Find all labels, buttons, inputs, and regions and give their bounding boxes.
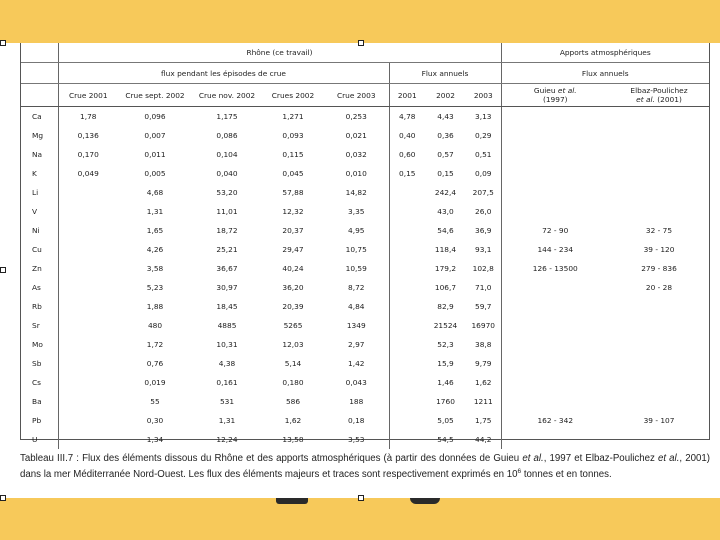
table-cell (501, 316, 609, 335)
table-cell (609, 107, 709, 127)
table-cell: 0,010 (345, 169, 367, 178)
table-cell: 126 - 13500 (501, 259, 609, 278)
table-cell (389, 335, 425, 354)
table-cell: 0,51 (475, 150, 492, 159)
table-cell: 9,79 (475, 359, 492, 368)
table-row (21, 240, 709, 259)
ref-etal: et al. (636, 95, 655, 104)
table-cell: 162 - 342 (501, 411, 609, 430)
table-cell: 531 (219, 397, 235, 406)
header-flood-episodes: flux pendant les épisodes de crue (58, 63, 389, 84)
table-cell (389, 354, 425, 373)
table-cell: 1,46 (437, 378, 454, 387)
element-symbol: Li (32, 188, 39, 197)
table-cell (609, 430, 709, 449)
table-cell: 59,7 (475, 302, 492, 311)
table-cell: 20 - 28 (645, 283, 673, 292)
col-header: Crue 2003 (324, 84, 389, 107)
caption-text-2: , 1997 et Elbaz-Poulichez (543, 453, 658, 464)
element-symbol: Pb (32, 416, 42, 425)
table-cell: 4,43 (437, 112, 454, 121)
table-cell: 0,180 (282, 378, 304, 387)
table-cell: 4,95 (348, 226, 365, 235)
table-cell (58, 411, 118, 430)
table-cell: 0,115 (282, 150, 304, 159)
table-cell (389, 202, 425, 221)
table-cell (501, 373, 609, 392)
table-row (21, 392, 709, 411)
table-cell: 0,36 (437, 131, 454, 140)
table-cell (58, 335, 118, 354)
table-cell (389, 240, 425, 259)
selection-handle[interactable] (0, 40, 6, 46)
table-cell: 4,78 (389, 107, 425, 127)
table-row (21, 145, 709, 164)
table-cell (58, 259, 118, 278)
table-cell: 4,26 (146, 245, 164, 254)
table-row (21, 164, 709, 183)
table-row (21, 183, 709, 202)
table-cell (58, 373, 118, 392)
table-cell: 5,23 (146, 283, 164, 292)
table-cell: 20,37 (282, 226, 304, 235)
table-cell: 0,096 (144, 112, 166, 121)
table-cell (389, 373, 425, 392)
selection-handle[interactable] (0, 267, 6, 273)
table-cell: 144 - 234 (501, 240, 609, 259)
table-cell: 72 - 90 (501, 221, 609, 240)
ref-year: (2001) (657, 95, 682, 104)
table-cell: 40,24 (282, 264, 304, 273)
table-cell: 0,093 (282, 131, 304, 140)
element-symbol: Mo (32, 340, 43, 349)
table-cell: 39 - 107 (643, 416, 675, 425)
col-header-guieu (501, 84, 609, 107)
selection-handle[interactable] (358, 40, 364, 46)
col-header: Crue 2001 (58, 84, 118, 107)
table-cell: 16970 (471, 321, 495, 330)
table-cell: 0,161 (216, 378, 238, 387)
col-header: Crue nov. 2002 (192, 84, 262, 107)
table-cell (609, 392, 709, 411)
document-image (0, 43, 720, 498)
table-cell: 30,97 (216, 283, 238, 292)
caption-text-1: Tableau III.7 : Flux des éléments dissous du Rhône et des apports atmosphériques (à partir des données de Guieu (20, 453, 523, 464)
table-cell: 242,4 (434, 188, 457, 197)
table-row (21, 316, 709, 335)
table-cell: 0,29 (475, 131, 492, 140)
table-cell: 38,8 (475, 340, 492, 349)
table-cell: 1,34 (146, 435, 164, 444)
table-cell: 25,21 (216, 245, 238, 254)
table-cell: 179,2 (434, 264, 457, 273)
table-cell: 55 (150, 397, 160, 406)
table-cell (389, 392, 425, 411)
table-row (21, 297, 709, 316)
element-symbol: Na (32, 150, 43, 159)
element-symbol: Rb (32, 302, 42, 311)
table-cell: 1,62 (284, 416, 302, 425)
table-row (21, 373, 709, 392)
table-cell: 1,271 (282, 112, 304, 121)
element-symbol: U (32, 435, 38, 444)
table-cell: 0,045 (282, 169, 304, 178)
table-cell (58, 240, 118, 259)
table-cell: 0,040 (216, 169, 238, 178)
table-cell (58, 278, 118, 297)
table-cell: 4885 (217, 321, 237, 330)
element-symbol: Cu (32, 245, 42, 254)
col-header: 2002 (425, 84, 466, 107)
table-cell: 1,42 (348, 359, 365, 368)
table-cell (501, 145, 609, 164)
caption-text-3: , 2001) dans la mer Méditerranée Nord-Ouest. Les flux des éléments majeurs et traces sont respectivement exprimés en 10 (20, 453, 710, 480)
table-cell: 3,13 (475, 112, 492, 121)
table-cell: 0,007 (144, 131, 166, 140)
table-cell (609, 164, 709, 183)
table-cell: 13,58 (282, 435, 304, 444)
table-cell: 188 (349, 397, 364, 406)
table-cell: 10,75 (345, 245, 367, 254)
caption-etal-1: et al. (522, 453, 544, 464)
table-cell (501, 107, 609, 127)
table-cell: 12,24 (216, 435, 238, 444)
table-cell (609, 335, 709, 354)
table-row (21, 107, 709, 127)
table-cell: 4,84 (348, 302, 365, 311)
element-symbol: Ca (32, 112, 42, 121)
table-cell: 0,30 (146, 416, 164, 425)
table-cell: 106,7 (434, 283, 457, 292)
element-symbol: As (32, 283, 41, 292)
table-cell (58, 183, 118, 202)
table-cell: 586 (285, 397, 301, 406)
table-cell: 0,086 (216, 131, 238, 140)
table-cell: 480 (147, 321, 163, 330)
table-cell: 0,15 (437, 169, 454, 178)
table-cell (609, 145, 709, 164)
table-cell: 8,72 (348, 283, 365, 292)
table-cell (609, 354, 709, 373)
corner-cell (21, 63, 58, 84)
table-cell: 36,20 (282, 283, 304, 292)
table-cell: 10,59 (345, 264, 367, 273)
table-row (21, 221, 709, 240)
table-cell: 32 - 75 (645, 226, 673, 235)
table-cell (609, 202, 709, 221)
header-annual-rhone: Flux annuels (389, 63, 501, 84)
table-cell: 12,03 (282, 340, 304, 349)
col-header: 2001 (389, 84, 425, 107)
flux-table-container (20, 43, 710, 444)
table-cell: 36,67 (216, 264, 238, 273)
table-cell: 0,049 (58, 164, 118, 183)
element-symbol: Sr (32, 321, 40, 330)
table-cell: 1,31 (218, 416, 236, 425)
table-cell: 0,005 (144, 169, 166, 178)
table-cell (501, 354, 609, 373)
caption-exponent: 6 (517, 467, 522, 475)
ref-author: Guieu (533, 86, 556, 95)
table-cell (389, 278, 425, 297)
table-cell: 11,01 (216, 207, 238, 216)
table-cell: 26,0 (475, 207, 492, 216)
table-cell: 52,3 (437, 340, 454, 349)
table-cell (389, 430, 425, 449)
col-header: 2003 (466, 84, 501, 107)
table-cell: 102,8 (472, 264, 494, 273)
table-caption (20, 453, 710, 481)
table-cell (58, 297, 118, 316)
table-cell: 0,136 (58, 126, 118, 145)
table-cell: 3,35 (348, 207, 365, 216)
table-cell: 4,68 (146, 188, 164, 197)
table-cell (609, 316, 709, 335)
table-row (21, 126, 709, 145)
table-cell (389, 183, 425, 202)
table-cell (501, 183, 609, 202)
col-header: Crue sept. 2002 (118, 84, 192, 107)
selection-handle[interactable] (0, 495, 6, 501)
table-row (21, 259, 709, 278)
header-rhone: Rhône (ce travail) (58, 43, 501, 63)
table-cell: 18,45 (216, 302, 238, 311)
table-cell: 1211 (473, 397, 493, 406)
table-cell (501, 164, 609, 183)
col-header: Crues 2002 (262, 84, 324, 107)
table-cell: 54,6 (437, 226, 454, 235)
table-cell: 39 - 120 (643, 245, 675, 254)
table-cell: 1,65 (146, 226, 164, 235)
table-cell: 0,253 (345, 112, 367, 121)
table-cell: 0,170 (58, 145, 118, 164)
table-cell: 20,39 (282, 302, 304, 311)
table-cell: 36,9 (475, 226, 492, 235)
table-cell (389, 221, 425, 240)
table-cell: 3,58 (146, 264, 164, 273)
table-cell: 12,32 (282, 207, 304, 216)
table-cell: 43,0 (437, 207, 454, 216)
table-cell (389, 411, 425, 430)
table-cell (609, 297, 709, 316)
table-cell: 5265 (283, 321, 303, 330)
table-cell (58, 221, 118, 240)
table-cell: 0,019 (144, 378, 166, 387)
col-header-elbaz (609, 84, 709, 107)
slide-artifact (276, 498, 308, 504)
table-cell: 53,20 (216, 188, 238, 197)
flux-table (21, 43, 709, 449)
table-cell: 5,05 (437, 416, 454, 425)
table-cell: 0,15 (389, 164, 425, 183)
table-cell (501, 278, 609, 297)
element-symbol: Cs (32, 378, 42, 387)
table-cell: 44,2 (475, 435, 492, 444)
table-cell: 4,38 (218, 359, 236, 368)
table-cell: 207,5 (472, 188, 494, 197)
table-cell (389, 316, 425, 335)
table-cell (501, 392, 609, 411)
table-row (21, 430, 709, 449)
table-cell: 57,88 (282, 188, 304, 197)
header-annual-atmospheric: Flux annuels (501, 63, 709, 84)
table-cell: 0,18 (348, 416, 365, 425)
slide-artifact (410, 498, 440, 504)
table-cell: 1,175 (216, 112, 238, 121)
table-cell (58, 392, 118, 411)
table-cell (501, 202, 609, 221)
table-cell: 1,88 (146, 302, 164, 311)
table-row (21, 278, 709, 297)
corner-cell (21, 43, 58, 63)
selection-handle[interactable] (358, 495, 364, 501)
table-cell: 1,62 (475, 378, 492, 387)
table-cell: 71,0 (475, 283, 492, 292)
caption-etal-2: et al. (657, 453, 680, 464)
header-atmospheric: Apports atmosphériques (501, 43, 709, 63)
table-cell: 18,72 (216, 226, 238, 235)
table-cell (389, 259, 425, 278)
table-row (21, 411, 709, 430)
corner-cell (21, 84, 58, 107)
table-cell: 0,011 (144, 150, 166, 159)
table-row (21, 202, 709, 221)
table-cell: 1,31 (146, 207, 164, 216)
table-cell (609, 183, 709, 202)
table-cell: 82,9 (437, 302, 454, 311)
table-cell (389, 297, 425, 316)
table-cell (609, 373, 709, 392)
table-cell: 10,31 (216, 340, 238, 349)
table-cell (58, 354, 118, 373)
ref-author: Elbaz-Poulichez (630, 86, 688, 95)
table-cell: 14,82 (345, 188, 367, 197)
table-cell: 2,97 (348, 340, 365, 349)
table-cell: 279 - 836 (641, 264, 677, 273)
table-cell (501, 297, 609, 316)
element-symbol: Mg (32, 131, 44, 140)
table-cell: 3,53 (348, 435, 365, 444)
table-cell (58, 202, 118, 221)
table-cell: 54,5 (437, 435, 454, 444)
table-cell: 93,1 (475, 245, 492, 254)
table-row (21, 335, 709, 354)
table-cell: 1,72 (146, 340, 164, 349)
element-symbol: Ni (32, 226, 40, 235)
table-cell: 0,76 (146, 359, 164, 368)
ref-year: (1997) (542, 95, 568, 104)
table-cell: 0,60 (389, 145, 425, 164)
table-cell: 21524 (433, 321, 458, 330)
table-cell: 0,043 (345, 378, 367, 387)
table-cell (58, 430, 118, 449)
table-cell (501, 126, 609, 145)
table-cell: 5,14 (284, 359, 302, 368)
table-cell: 0,104 (216, 150, 238, 159)
table-cell: 1,75 (475, 416, 492, 425)
element-symbol: Sb (32, 359, 42, 368)
table-cell: 1,78 (58, 107, 118, 127)
element-symbol: Ba (32, 397, 42, 406)
table-cell: 1760 (436, 397, 455, 406)
element-symbol: Zn (32, 264, 42, 273)
table-cell: 0,40 (389, 126, 425, 145)
table-cell: 118,4 (434, 245, 457, 254)
table-cell (609, 126, 709, 145)
table-cell: 0,57 (437, 150, 454, 159)
table-cell (501, 430, 609, 449)
table-row (21, 354, 709, 373)
table-cell (58, 316, 118, 335)
table-cell: 29,47 (282, 245, 304, 254)
table-cell: 0,032 (345, 150, 367, 159)
table-cell (501, 335, 609, 354)
table-cell: 15,9 (437, 359, 454, 368)
table-cell: 0,09 (475, 169, 492, 178)
caption-text-4: tonnes et en tonnes. (521, 468, 612, 480)
table-cell: 0,021 (345, 131, 367, 140)
element-symbol: V (32, 207, 38, 216)
element-symbol: K (32, 169, 37, 178)
table-cell: 1349 (346, 321, 366, 330)
ref-etal: et al. (557, 86, 577, 95)
